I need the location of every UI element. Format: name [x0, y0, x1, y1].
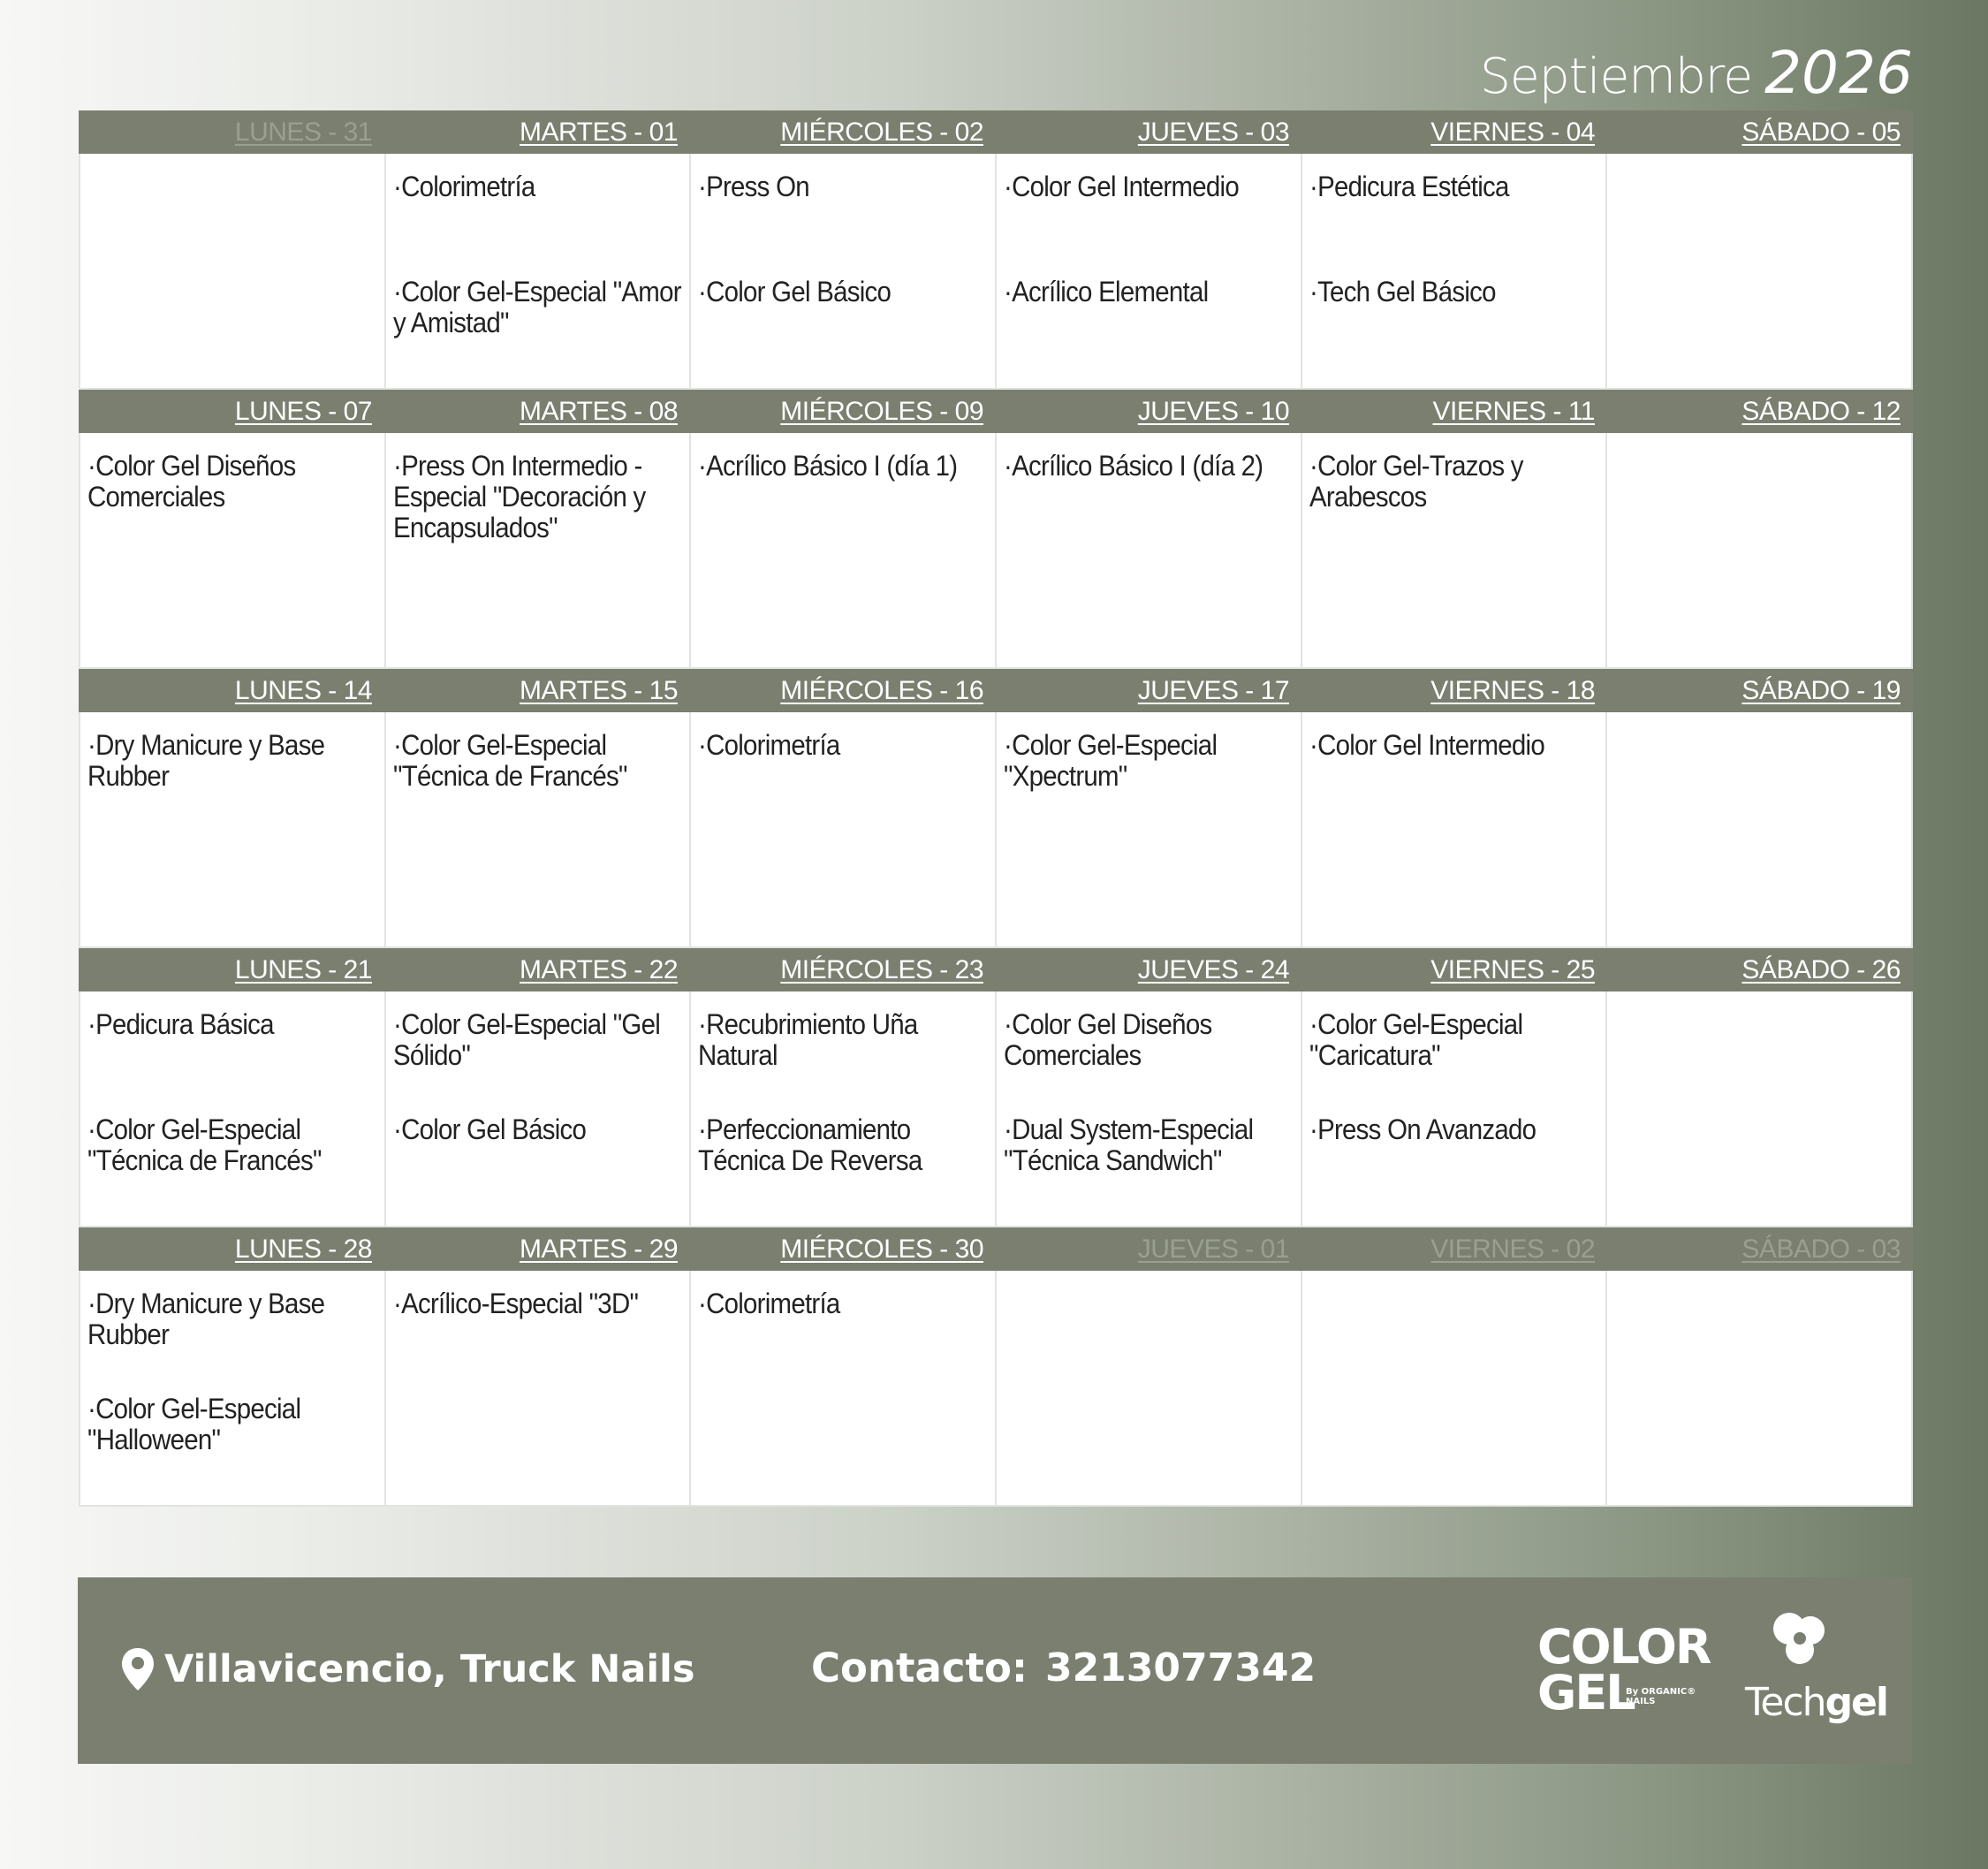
contact-phone: 3213077342	[1044, 1645, 1316, 1690]
day-cell	[386, 991, 692, 1227]
day-label: LUNES - 14	[234, 675, 372, 705]
map-pin-icon	[120, 1646, 156, 1692]
day-cell	[1302, 1271, 1608, 1507]
calendar-week	[79, 1227, 1913, 1507]
day-label: SÁBADO - 03	[1741, 1234, 1901, 1264]
day-label: LUNES - 07	[234, 396, 372, 426]
event-item: ·Color Gel Diseños Comerciales	[1004, 1008, 1212, 1071]
calendar-grid	[79, 110, 1913, 1507]
event-item: ·Tech Gel Básico	[1309, 276, 1496, 308]
techgel-logo-text	[1745, 1680, 1887, 1725]
day-label: MIÉRCOLES - 09	[780, 396, 983, 426]
event-item: ·Color Gel-Especial "Gel Sólido"	[392, 1008, 660, 1071]
day-label: VIERNES - 18	[1430, 675, 1595, 705]
location-text: Villavicencio, Truck Nails	[164, 1647, 695, 1691]
event-item: ·Acrílico-Especial "3D"	[392, 1288, 638, 1319]
event-item: ·Recubrimiento Uña Natural	[698, 1008, 918, 1071]
day-cell	[1302, 433, 1608, 669]
day-cell	[997, 1271, 1302, 1507]
event-item: ·Dual System-Especial "Técnica Sandwich"	[1004, 1113, 1254, 1176]
day-label: LUNES - 21	[234, 954, 372, 984]
event-item: ·Color Gel-Especial "Técnica de Francés"	[87, 1113, 322, 1176]
week-header-bar	[79, 1227, 1913, 1271]
day-cell	[997, 712, 1302, 948]
day-cell	[691, 433, 997, 669]
day-cell	[1607, 433, 1913, 669]
day-label: SÁBADO - 19	[1741, 675, 1901, 705]
day-cell	[1607, 154, 1913, 390]
day-label: LUNES - 31	[234, 117, 372, 147]
day-label: MARTES - 29	[520, 1234, 678, 1264]
week-header-bar	[79, 110, 1913, 154]
day-cell	[1607, 1271, 1913, 1507]
event-item: ·Acrílico Básico I (día 1)	[698, 450, 958, 482]
day-label: VIERNES - 02	[1430, 1234, 1595, 1264]
event-item: ·Press On Intermedio -Especial "Decoración y Encapsulados"	[392, 450, 646, 543]
day-cell	[997, 991, 1302, 1227]
week-body	[79, 154, 1913, 390]
day-label: SÁBADO - 26	[1741, 954, 1901, 984]
event-item: ·Pedicura Estética	[1309, 171, 1509, 202]
day-label: MIÉRCOLES - 23	[780, 954, 983, 984]
calendar-week	[79, 948, 1913, 1227]
event-item: ·Color Gel Intermedio	[1309, 729, 1544, 761]
event-item: ·Acrílico Básico I (día 2)	[1004, 450, 1263, 482]
day-label: SÁBADO - 05	[1741, 117, 1901, 147]
day-cell	[79, 433, 386, 669]
contact-label: Contacto:	[811, 1645, 1028, 1691]
techgel-logo	[1745, 1609, 1887, 1725]
day-label: JUEVES - 01	[1137, 1234, 1289, 1264]
day-label: JUEVES - 17	[1137, 675, 1289, 705]
day-cell	[1607, 712, 1913, 948]
event-item: ·Colorimetría	[698, 729, 840, 761]
event-item: ·Dry Manicure y Base Rubber	[87, 1288, 325, 1350]
day-label: MIÉRCOLES - 02	[780, 117, 983, 147]
day-cell	[1302, 712, 1608, 948]
week-header-bar	[79, 390, 1913, 433]
event-item: ·Press On Avanzado	[1309, 1113, 1536, 1145]
calendar-week	[79, 390, 1913, 669]
event-item: ·Color Gel-Especial "Técnica de Francés"	[392, 729, 627, 792]
event-item: ·Dry Manicure y Base Rubber	[87, 729, 325, 792]
event-item: ·Colorimetría	[698, 1288, 840, 1319]
day-cell	[1607, 991, 1913, 1227]
day-label: LUNES - 28	[234, 1234, 372, 1264]
day-cell	[386, 433, 692, 669]
day-cell	[691, 1271, 997, 1507]
day-cell	[997, 433, 1302, 669]
day-label: VIERNES - 11	[1432, 396, 1595, 426]
event-item: ·Color Gel-Especial "Amor y Amistad"	[392, 276, 681, 338]
day-label: MARTES - 22	[520, 954, 678, 984]
day-label: JUEVES - 03	[1137, 117, 1289, 147]
calendar-title	[1479, 39, 1913, 107]
event-item: ·Color Gel-Especial "Caricatura"	[1309, 1008, 1522, 1071]
event-item: ·Color Gel-Trazos y Arabescos	[1309, 450, 1523, 513]
techgel-logo-bold: gel	[1825, 1680, 1887, 1725]
day-cell	[79, 154, 386, 390]
event-item: ·Press On	[698, 171, 810, 202]
day-label: MARTES - 01	[520, 117, 678, 147]
event-item: ·Color Gel-Especial "Halloween"	[87, 1393, 301, 1455]
week-header-bar	[79, 948, 1913, 991]
day-cell	[691, 991, 997, 1227]
day-label: MARTES - 08	[520, 396, 678, 426]
week-body	[79, 1271, 1913, 1507]
colorgel-logo-line1: COLOR	[1537, 1619, 1711, 1675]
event-item: ·Colorimetría	[392, 171, 535, 202]
year-label: 2026	[1764, 39, 1913, 107]
week-body	[79, 433, 1913, 669]
day-label: VIERNES - 04	[1430, 117, 1595, 147]
week-body	[79, 712, 1913, 948]
event-item: ·Color Gel Diseños Comerciales	[87, 450, 296, 513]
day-cell	[691, 712, 997, 948]
day-cell	[79, 712, 386, 948]
day-cell	[1302, 154, 1608, 390]
colorgel-logo	[1537, 1619, 1714, 1721]
day-label: MARTES - 15	[520, 675, 678, 705]
colorgel-logo-by: By ORGANIC® NAILS	[1626, 1687, 1696, 1706]
month-label: Septiembre	[1479, 48, 1753, 104]
event-item: ·Pedicura Básica	[87, 1008, 274, 1040]
day-cell	[691, 154, 997, 390]
footer-bar	[78, 1577, 1912, 1764]
day-label: JUEVES - 10	[1137, 396, 1289, 426]
contact-info	[811, 1645, 1316, 1691]
day-cell	[997, 154, 1302, 390]
techgel-logo-regular: Tech	[1745, 1680, 1825, 1725]
day-cell	[79, 991, 386, 1227]
calendar-week	[79, 669, 1913, 948]
day-cell	[79, 1271, 386, 1507]
day-label: MIÉRCOLES - 16	[780, 675, 983, 705]
event-item: ·Acrílico Elemental	[1004, 276, 1209, 308]
event-item: ·Color Gel Básico	[392, 1113, 586, 1145]
event-item: ·Perfeccionamiento Técnica De Reversa	[698, 1113, 922, 1176]
calendar-week	[79, 110, 1913, 390]
day-cell	[386, 154, 692, 390]
day-cell	[386, 1271, 692, 1507]
techgel-mark-icon	[1764, 1609, 1835, 1671]
event-item: ·Color Gel Intermedio	[1004, 171, 1239, 202]
day-label: VIERNES - 25	[1430, 954, 1595, 984]
day-label: SÁBADO - 12	[1741, 396, 1901, 426]
week-body	[79, 991, 1913, 1227]
day-cell	[1302, 991, 1608, 1227]
location-info	[120, 1646, 694, 1692]
event-item: ·Color Gel Básico	[698, 276, 892, 308]
day-cell	[386, 712, 692, 948]
colorgel-logo-line2: GEL	[1537, 1665, 1635, 1721]
day-label: MIÉRCOLES - 30	[780, 1234, 983, 1264]
day-label: JUEVES - 24	[1137, 954, 1289, 984]
event-item: ·Color Gel-Especial "Xpectrum"	[1004, 729, 1218, 792]
week-header-bar	[79, 669, 1913, 712]
